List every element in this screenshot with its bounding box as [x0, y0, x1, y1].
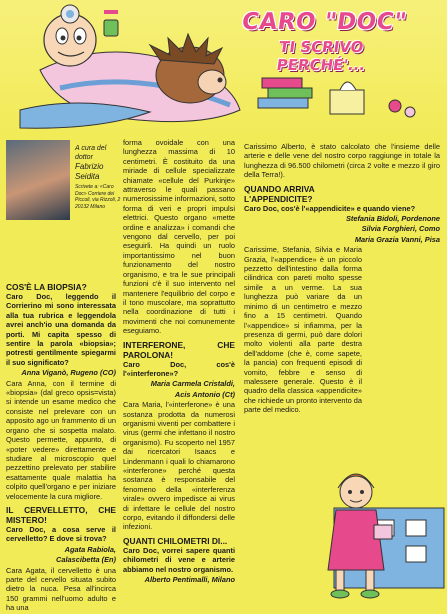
byline-prefix: A cura del dottor — [75, 145, 107, 161]
signature-anna: Anna Viganò, Rugeno (CO) — [21, 368, 116, 378]
question-chilometri: Caro Doc, vorrei sapere quanti chilometri di vene e arterie abbiamo nel nostro organismo. — [123, 545, 235, 574]
answer-biopsia: Cara Anna, con il termine di «biopsia» (dal greco opsis=vista) si intende un esame medico che consiste nel prelevare con un apposito ago un frammento di un organo che si sospetta malato. Questo permette, appunto, di «poter vedere» direttamente e studiare al microscopio quel pezzettino prelevato per stabilire esattamente quale malattia ha colpito quell'organo e per iniziare velocemente la cura migliore. — [6, 378, 116, 501]
answer-appendicite: Carissime, Stefania, Silvia e Maria Grazia, l'«appendice» è un piccolo pezzetto dell'intestino dalla forma cilindrica con pareti molto spesse simile a un verme. La sua lunghezza può variare da un minimo di un centimetro e mezzo fino a 15 centimetri. Quando l'«appendice» si infiamma, per la presenza di germi, può dare dolori molto violenti alla parte destra dell'addome (che è, come sapete, la pancia) con frequenti episodi di vomito, febbre e senso di malessere generale. Questo è il quadro della classica «appendicite» che richiede un pronto intervento da parte del medico. — [244, 245, 362, 415]
page-subtitle: TI SCRIVO PERCHÉ'... — [275, 38, 367, 74]
heading-appendicite-1: QUANDO ARRIVA — [244, 183, 315, 194]
question-biopsia: Caro Doc, leggendo il Corrierino mi sono interessata alla tua rubrica e leggendola avrei anch'io una domanda da porti. Mi capita spesso di sentire la parola «biopsia»; potresti gentilmente spiegarmi il suo significato? — [6, 292, 116, 367]
answer-cervelletto-continued: forma ovoidale con una lunghezza massima di 10 centimetri. È costituito da una miriade di cellule specializzate chiamate «cellule del Purkinje» attraverso le quali passano numerosissime informazioni, sotto forma di veri e propri impulsi elettrici. Questo organo «mette ordine e analizza» i comandi che vengono dal cervello, per poi eseguirli. Ha quindi un ruolo importantissimo nel buon funzionamento del nostro organismo, e tra le sue principali funzioni c'è il suo intervento nel mantenere l'equilibrio del corpo e il tono muscolare, ma soprattutto nella coordinazione di tutti i movimenti che noi comunemente eseguiamo. — [123, 138, 235, 336]
column-2 — [123, 138, 235, 585]
question-appendicite: Caro Doc, cos'è l'«appendicite» e quando viene? — [244, 203, 416, 213]
heading-cervelletto: IL CERVELLETTO, CHE MISTERO! — [6, 504, 116, 525]
signature-agata-place: Calascibetta (En) — [56, 555, 116, 565]
signature-maria-name: Maria Carmela Cristaldi, — [150, 379, 235, 389]
signature-maria-place: Acis Antonio (Ct) — [174, 389, 235, 399]
question-interferone: Caro Doc, cos'è l'«interferone»? — [123, 359, 235, 378]
answer-interferone: Cara Maria, l'«interferone» è una sostanza prodotta da numerosi organismi viventi per combattere i virus (germi che infettano il nostro organismo). Fu scoperto nel 1957 dai ricercatori Isaacs e Lindenmann i quali lo chiamarono «interferone» perché questa sostanza è responsabile del fenomeno della «interferenza virale» ovvero impedisce ai virus di infettare le cellule del nostro corpo, evitando il diffondersi delle infezioni. — [123, 400, 235, 532]
cartoon-girl-illustration — [314, 430, 447, 600]
question-cervelletto: Caro Doc, a cosa serve il cervelletto? E dove si trova? — [6, 524, 116, 544]
answer-cervelletto: Cara Agata, il cervelletto è una parte del cervello situata subito dietro la nuca. Pesa all'incirca 150 grammi nell'uomo adulto e ha una — [6, 565, 116, 613]
answer-chilometri: Carissimo Alberto, è stato calcolato che l'insieme delle arterie e delle vene del nostro corpo raggiunge in totale la lunghezza di 96.500 chilometri (circa 2 volte e mezzo il giro della Terra!). — [244, 142, 440, 180]
heading-biopsia: COS'È LA BIOPSIA? — [6, 282, 87, 292]
heading-interferone: INTERFERONE, CHE PAROLONA! — [123, 339, 235, 360]
byline — [75, 145, 125, 210]
signature-stefania: Stefania Bidoli, Pordenone — [345, 214, 440, 224]
column-3 — [244, 142, 440, 416]
page-title: CARO "DOC" — [240, 9, 409, 35]
heading-appendicite-2: L'APPENDICITE? — [244, 193, 313, 204]
doctor-photo — [6, 140, 70, 220]
heading-chilometri: QUANTI CHILOMETRI DI... — [123, 535, 228, 546]
byline-doctor: Fabrizio Seidita — [75, 162, 104, 181]
signature-alberto: Alberto Pentimalli, Milano — [144, 575, 235, 585]
column-1 — [6, 278, 116, 614]
signature-agata-name: Agata Rabiola, — [64, 544, 116, 554]
signature-silvia: Silvia Forghieri, Como — [361, 224, 440, 234]
byline-address: Scrivete a: «Caro Doc» Corriere dei Piccoli, via Rizzoli, 2 20132 Milano — [75, 184, 121, 210]
signature-maria-grazia: Maria Grazia Vanni, Pisa — [354, 234, 440, 244]
header-illustration — [0, 0, 447, 135]
